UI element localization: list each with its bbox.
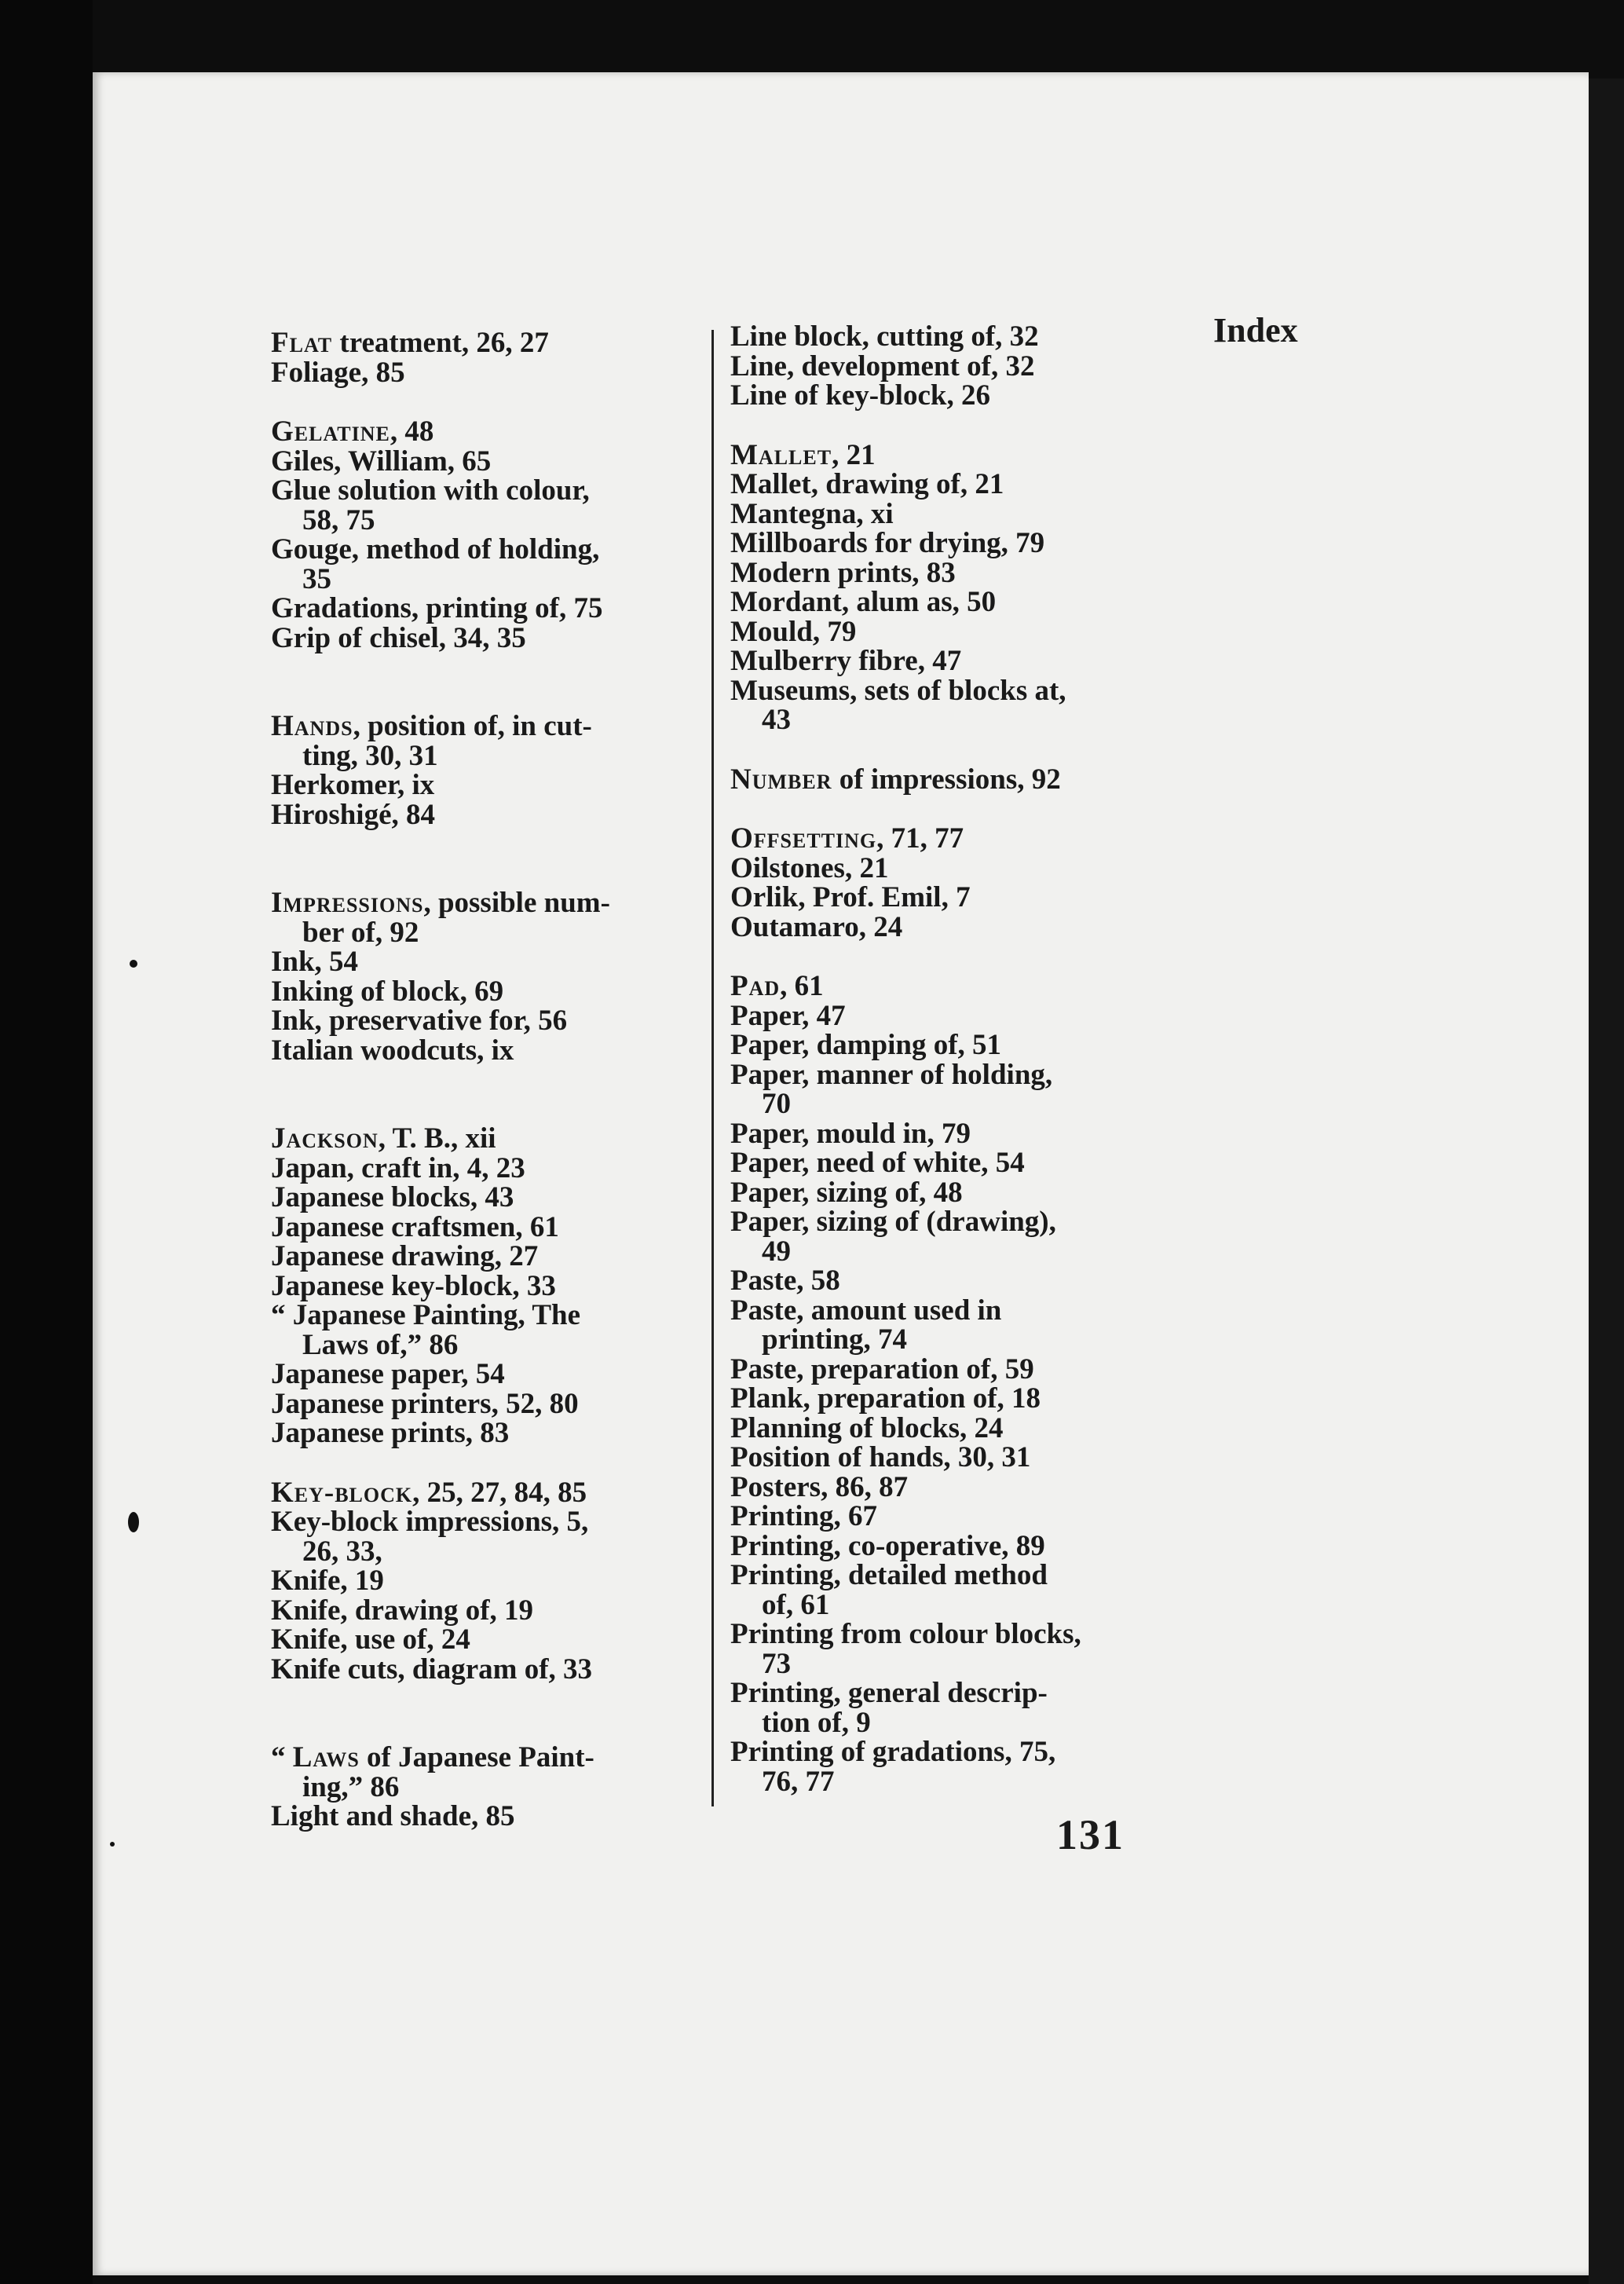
index-entry (271, 1596, 695, 1626)
index-entry (730, 1266, 1158, 1296)
index-entry (271, 1006, 695, 1036)
index-entry-text: Paste, preparation of, 59 (730, 1352, 1034, 1385)
index-entry-text: treatment, 26, 27 (332, 327, 549, 359)
index-entry (271, 1242, 695, 1272)
index-entry-text: Paper, mould in, 79 (730, 1117, 971, 1150)
index-entry-continuation: Laws of,” 86 (302, 1328, 459, 1361)
index-entry (271, 358, 695, 388)
index-entry-text: , possible num- (423, 887, 610, 919)
index-entry (271, 1507, 695, 1566)
index-entry-text: Paper, 47 (730, 999, 846, 1032)
index-section-gap (730, 794, 1158, 824)
index-entry-text: Gouge, method of holding, (271, 533, 600, 566)
index-entry-text: Light and shade, 85 (271, 1800, 515, 1832)
index-entry-text: Printing from colour blocks, (730, 1618, 1081, 1650)
index-entry-text: Japanese drawing, 27 (271, 1240, 539, 1272)
index-entry-text: Printing, co-operative, 89 (730, 1529, 1045, 1562)
index-section-gap (730, 735, 1158, 765)
index-entry (271, 947, 695, 977)
index-entry-text: Printing, detailed method (730, 1559, 1048, 1591)
index-entry-text: , 61 (780, 970, 824, 1002)
scan-speck (128, 1512, 139, 1532)
index-entry-continuation: 49 (762, 1235, 791, 1268)
index-entry (271, 621, 695, 654)
index-entry (271, 417, 695, 447)
index-entry-text: Posters, 86, 87 (730, 1470, 909, 1503)
index-entry-text: Oilstones, 21 (730, 851, 889, 884)
index-entry (730, 1620, 1158, 1678)
index-entry (271, 476, 695, 535)
page-number: 131 (1056, 1811, 1125, 1858)
index-entry-lead: Mallet (730, 438, 832, 471)
index-entry (730, 352, 1158, 382)
index-entry (271, 535, 695, 594)
index-entry-text: Mould, 79 (730, 615, 857, 648)
index-entry (730, 1178, 1158, 1208)
index-entry-text: Japanese craftsmen, 61 (271, 1210, 559, 1243)
index-entry-text: Modern prints, 83 (730, 556, 956, 589)
index-entry-text: Line block, cutting of, 32 (730, 320, 1039, 353)
index-entry (271, 888, 695, 947)
index-entry (730, 1352, 1158, 1385)
index-entry (730, 1411, 1158, 1444)
index-entry (730, 765, 1158, 795)
index-entry (730, 910, 1158, 943)
index-entry-text: Key-block impressions, 5, (271, 1506, 589, 1538)
index-entry-text: “ Japanese Painting, The (271, 1299, 581, 1331)
index-entry (730, 972, 1158, 1001)
index-entry-text: Knife, 19 (271, 1565, 384, 1597)
index-entry (730, 851, 1158, 884)
index-entry (271, 1478, 695, 1508)
index-entry (730, 322, 1158, 352)
index-entry-text: Museums, sets of blocks at, (730, 674, 1066, 707)
index-entry-text: Japan, craft in, 4, 23 (271, 1151, 525, 1184)
index-entry-text: Ink, 54 (271, 946, 359, 978)
index-entry-text: Ink, preservative for, 56 (271, 1005, 568, 1037)
index-entry (271, 1655, 695, 1685)
index-entry (271, 447, 695, 477)
index-entry (271, 1743, 695, 1802)
index-entry (730, 1148, 1158, 1178)
index-entry-text: , 71, 77 (876, 822, 964, 855)
index-entry (730, 497, 1158, 530)
index-entry-text: Gradations, printing of, 75 (271, 592, 603, 624)
index-entry (730, 1502, 1158, 1532)
index-entry-text: , 21 (832, 438, 876, 471)
index-entry (271, 770, 695, 800)
index-entry-text: , position of, in cut- (353, 710, 592, 742)
index-entry-continuation: 73 (762, 1647, 791, 1680)
index-entry-continuation: of, 61 (762, 1588, 830, 1621)
index-entry-text: Paper, sizing of (drawing), (730, 1206, 1056, 1238)
index-entry-text: Knife cuts, diagram of, 33 (271, 1653, 593, 1686)
index-entry (730, 646, 1158, 676)
index-section-gap (271, 829, 695, 888)
index-entry-continuation: 58, 75 (302, 503, 375, 536)
index-entry-text: Planning of blocks, 24 (730, 1411, 1004, 1444)
index-entry-continuation: ting, 30, 31 (302, 739, 438, 772)
index-entry (271, 594, 695, 624)
index-entry-lead: Gelatine (271, 415, 390, 448)
index-entry (271, 1183, 695, 1213)
index-entry-lead: Impressions (271, 887, 424, 919)
index-section-gap (271, 387, 695, 417)
index-entry-text: Italian woodcuts, ix (271, 1034, 514, 1067)
scan-right-margin (1589, 79, 1624, 2284)
index-entry-lead: Laws (292, 1741, 360, 1773)
index-entry (271, 1566, 695, 1596)
index-entry (730, 1737, 1158, 1796)
running-head: Index (1213, 311, 1298, 350)
index-entry-text: Paper, sizing of, 48 (730, 1176, 963, 1209)
index-entry-text: Line of key-block, 26 (730, 379, 990, 412)
index-entry (730, 587, 1158, 617)
index-entry (730, 883, 1158, 913)
index-entry-text: Paper, need of white, 54 (730, 1147, 1025, 1179)
index-entry (730, 617, 1158, 647)
index-entry-text: Knife, drawing of, 19 (271, 1594, 534, 1627)
index-entry-lead: Jackson (271, 1122, 379, 1155)
index-entry-text: Glue solution with colour, (271, 474, 590, 507)
index-entry-text: Hiroshigé, 84 (271, 798, 435, 831)
index-entry-text: Paste, 58 (730, 1265, 840, 1297)
index-entry-text: Mallet, drawing of, 21 (730, 468, 1004, 500)
index-entry-text: Mordant, alum as, 50 (730, 586, 997, 618)
column-divider (711, 330, 714, 1806)
index-section-gap (271, 1684, 695, 1743)
index-entry-text: Japanese key-block, 33 (271, 1269, 556, 1302)
index-section-gap (271, 1448, 695, 1478)
index-entry (271, 1301, 695, 1360)
index-entry (271, 1802, 695, 1832)
index-entry-text: Mantegna, xi (730, 497, 894, 530)
index-entry-lead: Key-block (271, 1476, 413, 1509)
index-entry-text: , 25, 27, 84, 85 (412, 1476, 587, 1509)
index-entry-text: Herkomer, ix (271, 769, 435, 801)
index-entry (730, 1529, 1158, 1562)
scan-speck (130, 960, 137, 968)
index-entry (271, 800, 695, 830)
index-entry (271, 1625, 695, 1655)
index-entry (271, 1124, 695, 1154)
scan-left-margin (0, 0, 93, 2284)
index-entry (271, 977, 695, 1007)
index-entry-text: Japanese printers, 52, 80 (271, 1387, 579, 1420)
index-entry-text: Outamaro, 24 (730, 910, 903, 943)
index-entry-quote: “ (271, 1741, 293, 1773)
index-entry (730, 1384, 1158, 1414)
index-entry-text: Printing of gradations, 75, (730, 1736, 1056, 1768)
index-entry-continuation: 70 (762, 1088, 791, 1120)
index-entry-lead: Flat (271, 327, 333, 359)
index-entry-text: of Japanese Paint- (359, 1741, 594, 1773)
index-entry (730, 1060, 1158, 1119)
index-column-right (730, 322, 1158, 1796)
index-entry (271, 1360, 695, 1389)
index-entry-text: Knife, use of, 24 (271, 1623, 470, 1656)
index-entry-lead: Pad (730, 970, 781, 1002)
index-entry-text: Foliage, 85 (271, 356, 405, 389)
index-entry (730, 1207, 1158, 1266)
index-entry-continuation: 43 (762, 704, 791, 736)
index-entry-text: Grip of chisel, 34, 35 (271, 621, 526, 654)
index-section-gap (271, 1065, 695, 1124)
index-entry-text: Plank, preparation of, 18 (730, 1382, 1041, 1415)
index-entry-text: , T. B., xii (378, 1122, 496, 1155)
index-entry (271, 1269, 695, 1302)
index-entry-text: Orlik, Prof. Emil, 7 (730, 881, 971, 913)
index-entry (730, 824, 1158, 854)
index-entry (271, 1036, 695, 1066)
index-entry-text: Japanese blocks, 43 (271, 1181, 514, 1213)
index-entry-text: Giles, William, 65 (271, 445, 492, 478)
index-column-left (271, 328, 695, 1832)
index-entry-lead: Number (730, 763, 832, 796)
index-entry (271, 1418, 695, 1448)
index-entry-continuation: ber of, 92 (302, 916, 419, 949)
index-entry (271, 1389, 695, 1419)
index-entry-continuation: printing, 74 (762, 1323, 908, 1356)
index-section-gap (730, 942, 1158, 972)
index-entry-text: Japanese paper, 54 (271, 1358, 505, 1390)
index-entry-text: Line, development of, 32 (730, 350, 1035, 382)
index-entry (730, 1119, 1158, 1149)
index-entry-continuation: 76, 77 (762, 1765, 835, 1798)
index-entry (271, 328, 695, 358)
index-entry-continuation: 26, 33, (302, 1535, 382, 1568)
index-entry-text: Paste, amount used in (730, 1294, 1002, 1327)
index-entry (730, 1561, 1158, 1620)
index-entry-text: Position of hands, 30, 31 (730, 1441, 1031, 1473)
index-entry (730, 1470, 1158, 1503)
index-entry (730, 1296, 1158, 1355)
index-entry-text: of impressions, 92 (832, 763, 1061, 796)
index-entry-text: Printing, 67 (730, 1500, 878, 1532)
index-entry (730, 1443, 1158, 1473)
index-entry (730, 1001, 1158, 1031)
index-entry-text: Japanese prints, 83 (271, 1417, 510, 1449)
index-entry (271, 1210, 695, 1243)
scan-speck (110, 1842, 115, 1847)
index-entry-lead: Offsetting (730, 822, 877, 855)
index-entry (730, 529, 1158, 558)
index-entry-text: , 48 (390, 415, 434, 448)
index-entry-continuation: ing,” 86 (302, 1770, 400, 1803)
index-entry-text: Paper, damping of, 51 (730, 1029, 1002, 1061)
index-entry-text: Paper, manner of holding, (730, 1058, 1053, 1091)
index-entry-lead: Hands (271, 710, 353, 742)
index-entry (730, 438, 1158, 471)
index-entry-continuation: tion of, 9 (762, 1706, 871, 1739)
index-entry (271, 1151, 695, 1184)
index-entry-text: Printing, general descrip- (730, 1677, 1048, 1709)
index-entry (730, 558, 1158, 588)
index-entry-text: Millboards for drying, 79 (730, 527, 1045, 559)
index-entry (730, 1030, 1158, 1060)
index-section-gap (730, 411, 1158, 441)
index-entry-text: Mulberry fibre, 47 (730, 645, 962, 677)
index-section-gap (271, 653, 695, 712)
index-entry-text: Inking of block, 69 (271, 975, 504, 1008)
index-entry-continuation: 35 (302, 562, 331, 595)
index-entry (730, 381, 1158, 411)
index-entry (730, 676, 1158, 735)
index-entry (730, 470, 1158, 500)
index-entry (730, 1678, 1158, 1737)
index-entry (271, 712, 695, 770)
